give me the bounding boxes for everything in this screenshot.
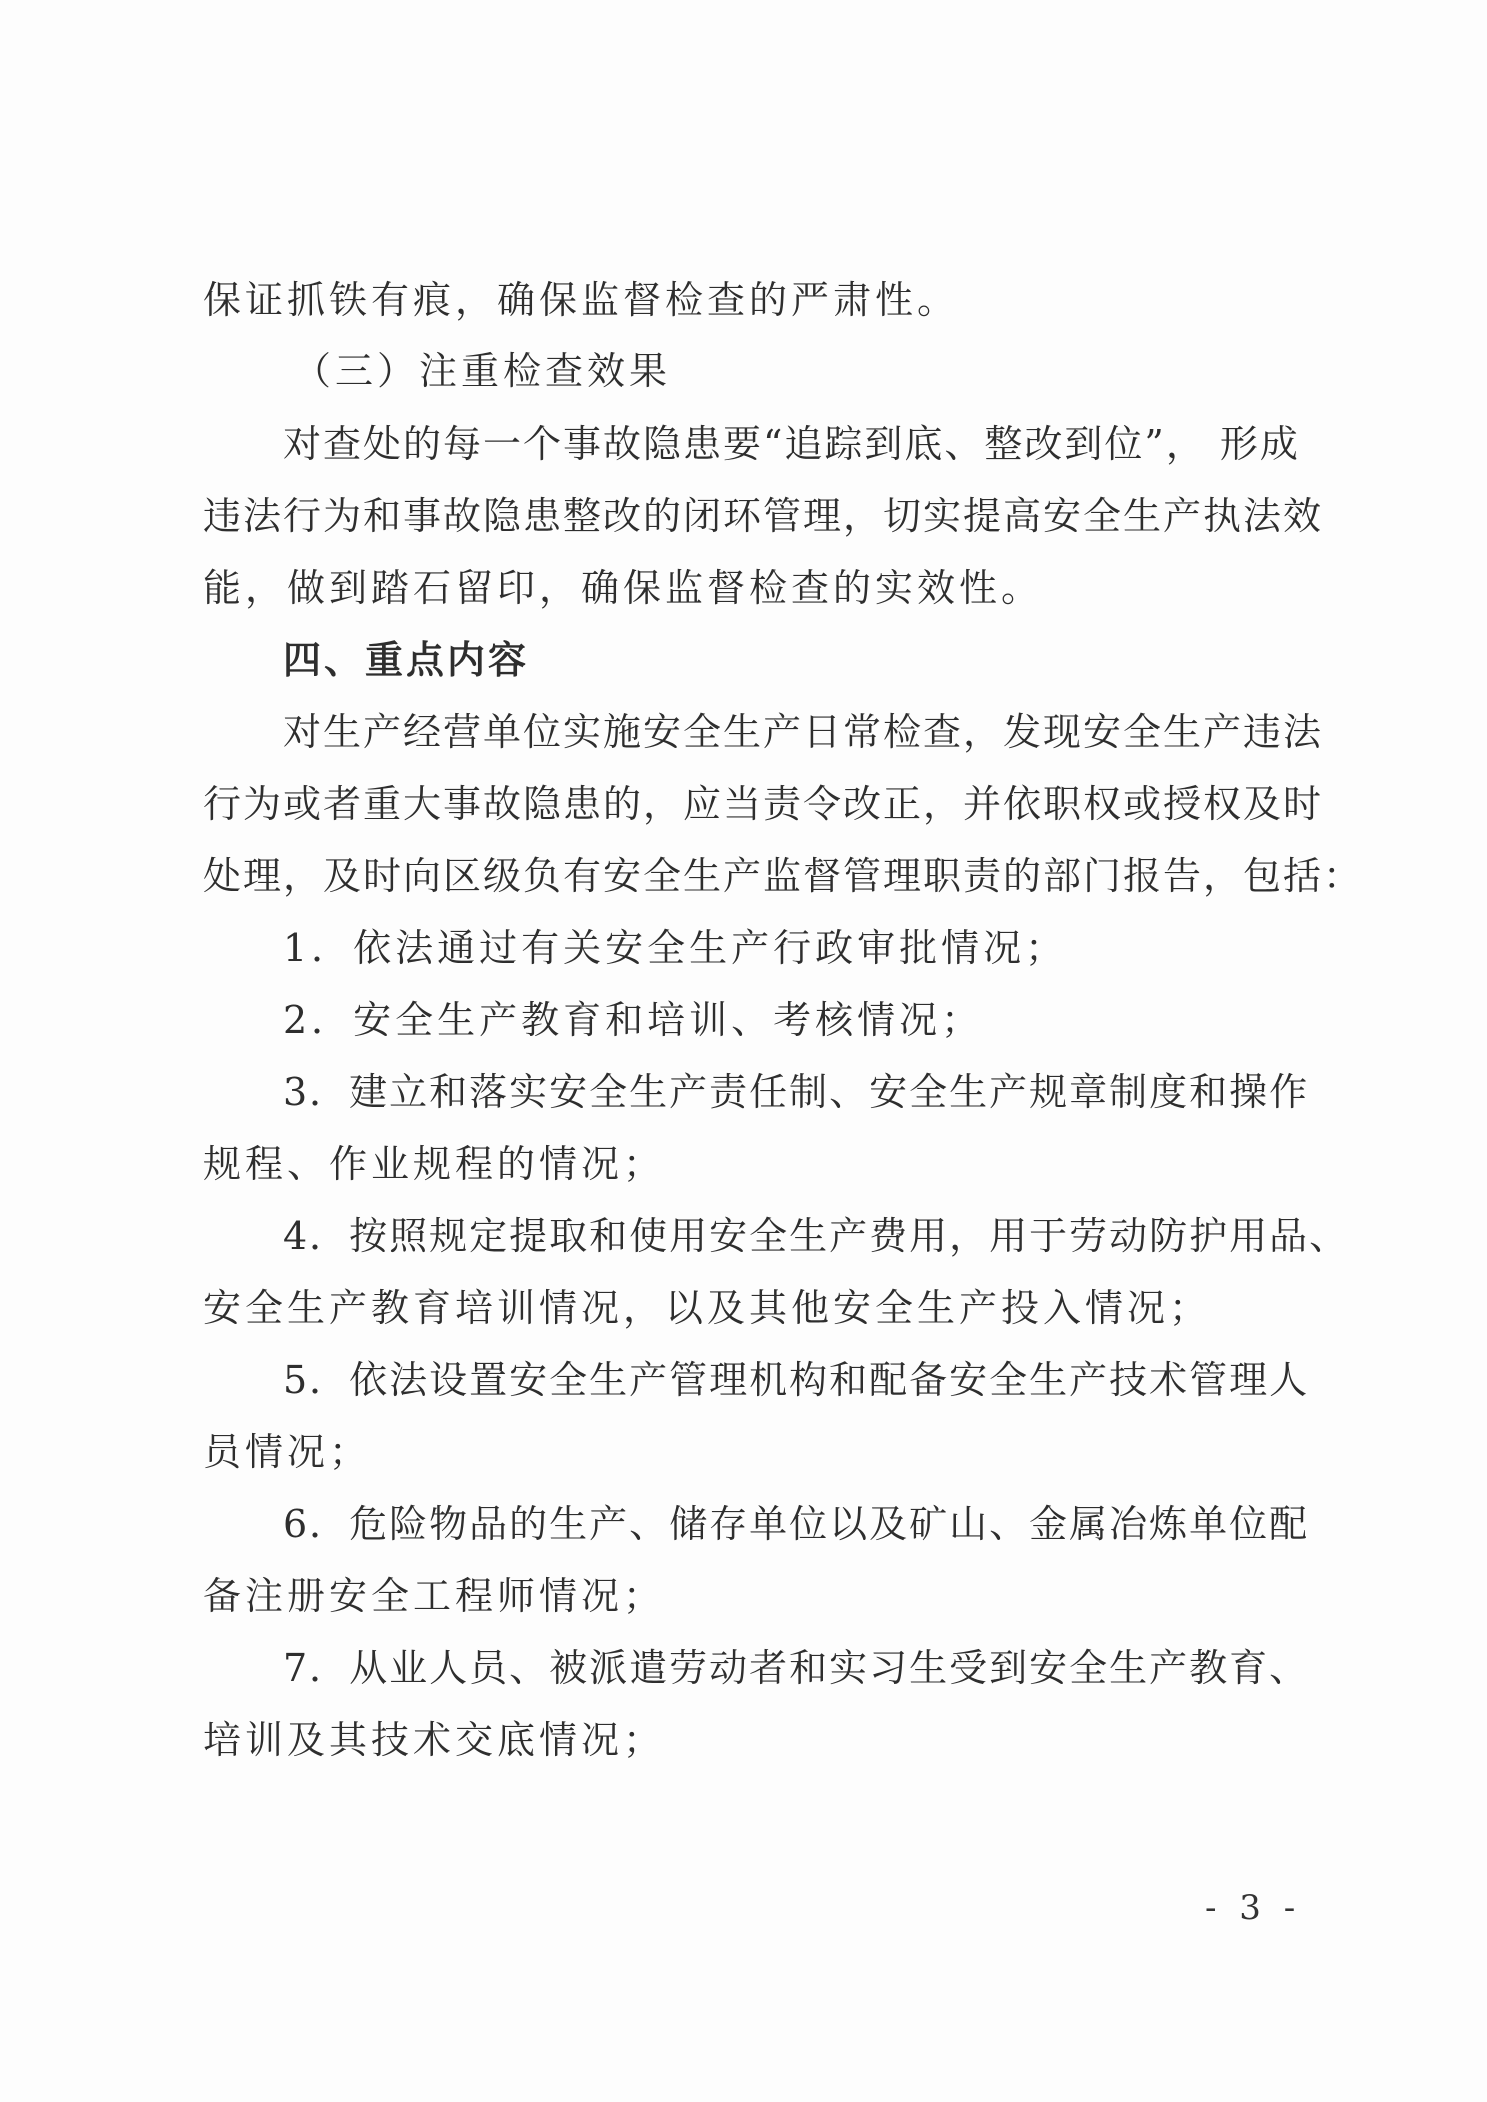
list-item-continuation: 备注册安全工程师情况； [203, 1574, 666, 1618]
list-item: 2．安全生产教育和培训、考核情况； [283, 998, 984, 1042]
list-item: 7．从业人员、被派遣劳动者和实习生受到安全生产教育、 [283, 1646, 1310, 1690]
body-text-line: 行为或者重大事故隐患的，应当责令改正，并依职权或授权及时 [203, 782, 1324, 826]
list-item-continuation: 培训及其技术交底情况； [203, 1718, 666, 1762]
list-item: 4．按照规定提取和使用安全生产费用，用于劳动防护用品、 [283, 1214, 1350, 1258]
list-item-continuation: 员情况； [203, 1430, 372, 1474]
list-item-continuation: 安全生产教育培训情况，以及其他安全生产投入情况； [203, 1286, 1212, 1330]
body-text-line: 对生产经营单位实施安全生产日常检查，发现安全生产违法 [283, 710, 1324, 754]
list-item: 1．依法通过有关安全生产行政审批情况； [283, 926, 1068, 970]
section-subheading: （三）注重检查效果 [293, 349, 672, 393]
list-item: 6．危险物品的生产、储存单位以及矿山、金属冶炼单位配 [283, 1502, 1310, 1546]
list-item: 3．建立和落实安全生产责任制、安全生产规章制度和操作 [283, 1070, 1310, 1114]
body-text-line: 对查处的每一个事故隐患要“追踪到底、整改到位”， 形成 [283, 422, 1300, 466]
section-heading: 四、重点内容 [283, 638, 530, 682]
list-item: 5．依法设置安全生产管理机构和配备安全生产技术管理人 [283, 1358, 1310, 1402]
page-number: - 3 - [1205, 1888, 1302, 1928]
body-text-line: 处理，及时向区级负有安全生产监督管理职责的部门报告，包括： [203, 854, 1364, 898]
list-item-continuation: 规程、作业规程的情况； [203, 1142, 666, 1186]
body-text-line: 违法行为和事故隐患整改的闭环管理，切实提高安全生产执法效 [203, 494, 1324, 538]
body-text-line: 能，做到踏石留印，确保监督检查的实效性。 [203, 566, 1044, 610]
body-text-line: 保证抓铁有痕，确保监督检查的严肃性。 [203, 278, 960, 322]
